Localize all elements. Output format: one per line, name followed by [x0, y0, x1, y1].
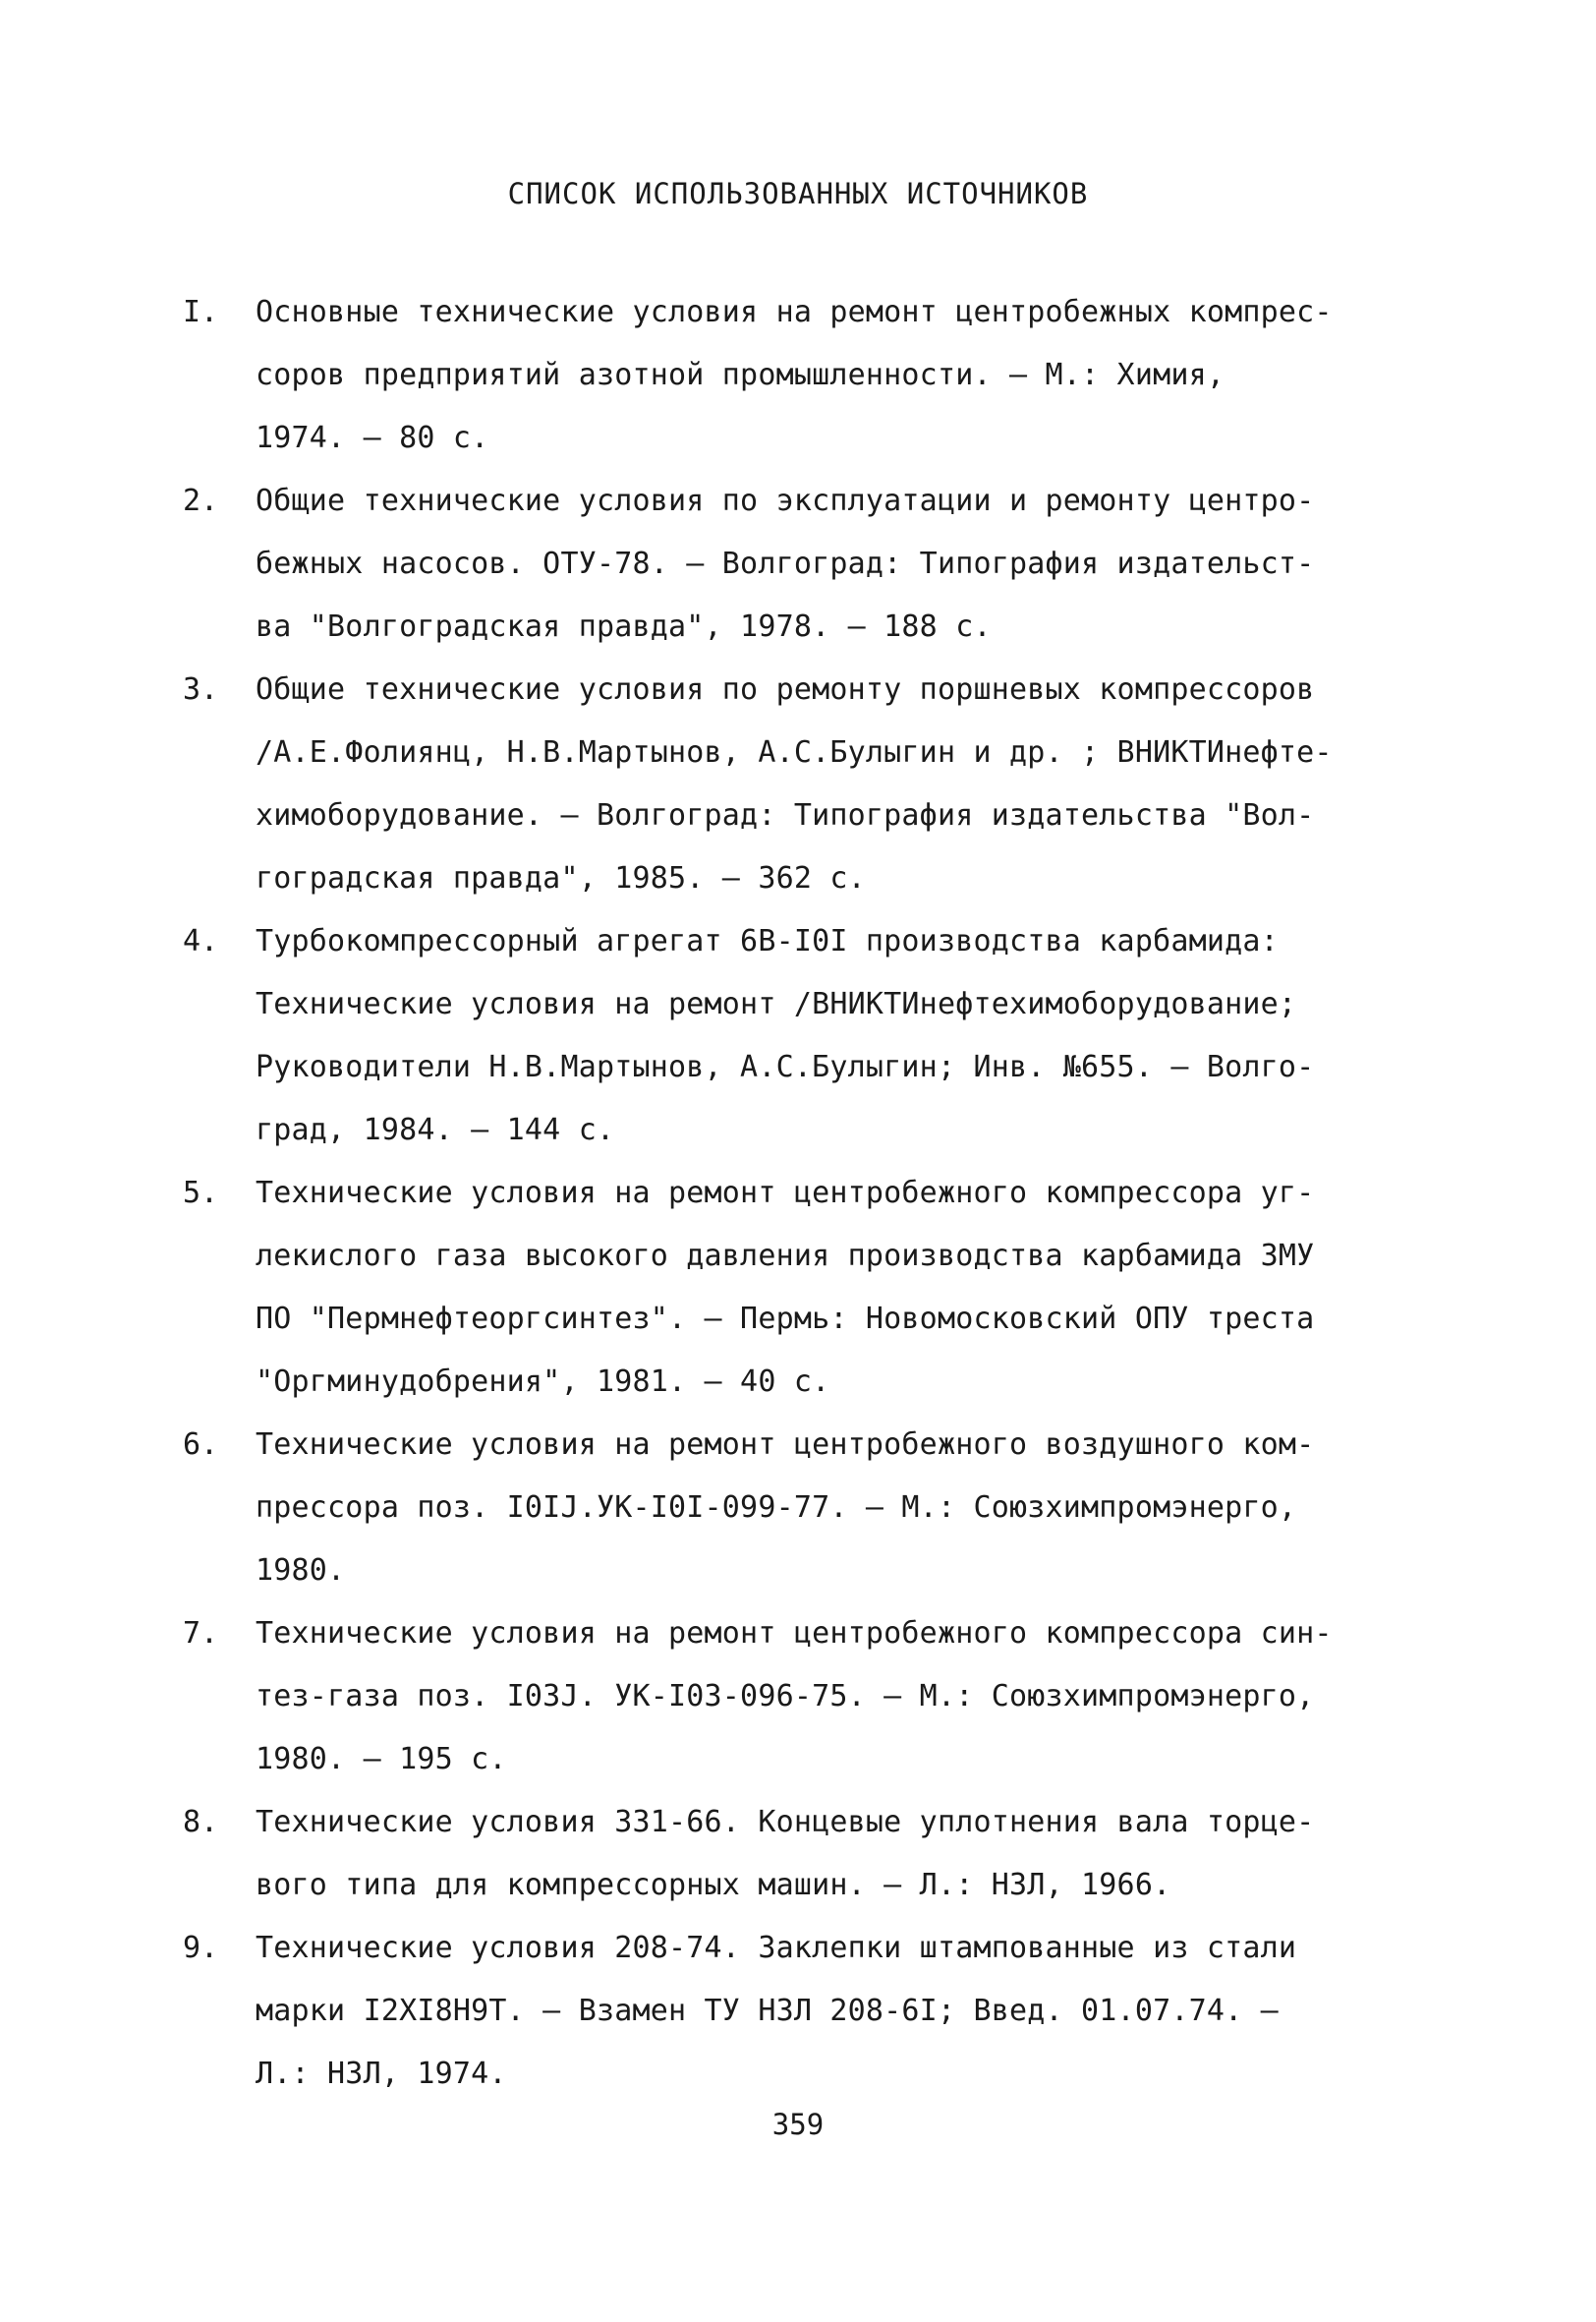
reference-item — [183, 659, 1421, 910]
reference-text: Технические условия на ремонт центробежного воздушного ком- прессора поз. I0IJ.УК-I0I-099-77. – М.: Союзхимпромэнерго, 1980. — [256, 1427, 1315, 1588]
reference-item — [183, 470, 1421, 659]
reference-text: Технические условия 208-74. Заклепки штампованные из стали марки I2XI8H9T. – Взамен ТУ НЗЛ 208-6I; Введ. 01.07.74. – Л.: НЗЛ, 1974. — [256, 1931, 1297, 2091]
reference-number: 6. — [183, 1427, 219, 1462]
reference-item — [183, 910, 1421, 1162]
reference-item — [183, 1791, 1421, 1917]
reference-text: Турбокомпрессорный агрегат 6В-I0I производства карбамида: Технические условия на ремонт /ВНИКТИнефтехимоборудование; Руководители Н.В.Мартынов, А.С.Булыгин; Инв. №655. – Волго- град, 1984. – 144 с. — [256, 924, 1315, 1147]
reference-number: I. — [183, 295, 219, 329]
reference-text: Основные технические условия на ремонт центробежных компрес- соров предприятий азотной промышленности. – М.: Химия, 1974. – 80 с. — [256, 295, 1333, 455]
reference-number: 3. — [183, 672, 219, 707]
reference-number: 9. — [183, 1931, 219, 1965]
reference-number: 8. — [183, 1805, 219, 1839]
page-heading: СПИСОК ИСПОЛЬЗОВАННЫХ ИСТОЧНИКОВ — [507, 177, 1089, 210]
reference-item — [183, 1414, 1421, 1602]
reference-text: Технические условия на ремонт центробежного компрессора уг- лекислого газа высокого давления производства карбамида ЗМУ ПО "Пермнефтеоргсинтез". – Пермь: Новомосковский ОПУ треста "Оргминудобрения", 1981. – 40 с. — [256, 1176, 1315, 1399]
reference-number: 5. — [183, 1176, 219, 1210]
reference-text: Общие технические условия по ремонту поршневых компрессоров /А.Е.Фолиянц, Н.В.Мартынов, А.С.Булыгин и др. ; ВНИКТИнефте- химоборудование. – Волгоград: Типография издательства "Вол- гоградская правда", 1985. – 362 с. — [256, 672, 1333, 896]
reference-list — [183, 281, 1421, 2106]
reference-number: 4. — [183, 924, 219, 958]
reference-text: Общие технические условия по эксплуатации и ремонту центро- бежных насосов. ОТУ-78. – Волгоград: Типография издательст- ва "Волгоградская правда", 1978. – 188 с. — [256, 484, 1315, 644]
reference-text: Технические условия на ремонт центробежного компрессора син- тез-газа поз. I03J. УК-I03-096-75. – М.: Союзхимпромэнерго, 1980. – 195 с. — [256, 1616, 1333, 1776]
reference-item — [183, 281, 1421, 470]
reference-item — [183, 1917, 1421, 2106]
reference-item — [183, 1162, 1421, 1414]
reference-text: Технические условия 331-66. Концевые уплотнения вала торце- вого типа для компрессорных машин. – Л.: НЗЛ, 1966. — [256, 1805, 1315, 1902]
reference-number: 7. — [183, 1616, 219, 1651]
reference-number: 2. — [183, 484, 219, 518]
page-number: 359 — [771, 2108, 825, 2141]
reference-item — [183, 1602, 1421, 1791]
